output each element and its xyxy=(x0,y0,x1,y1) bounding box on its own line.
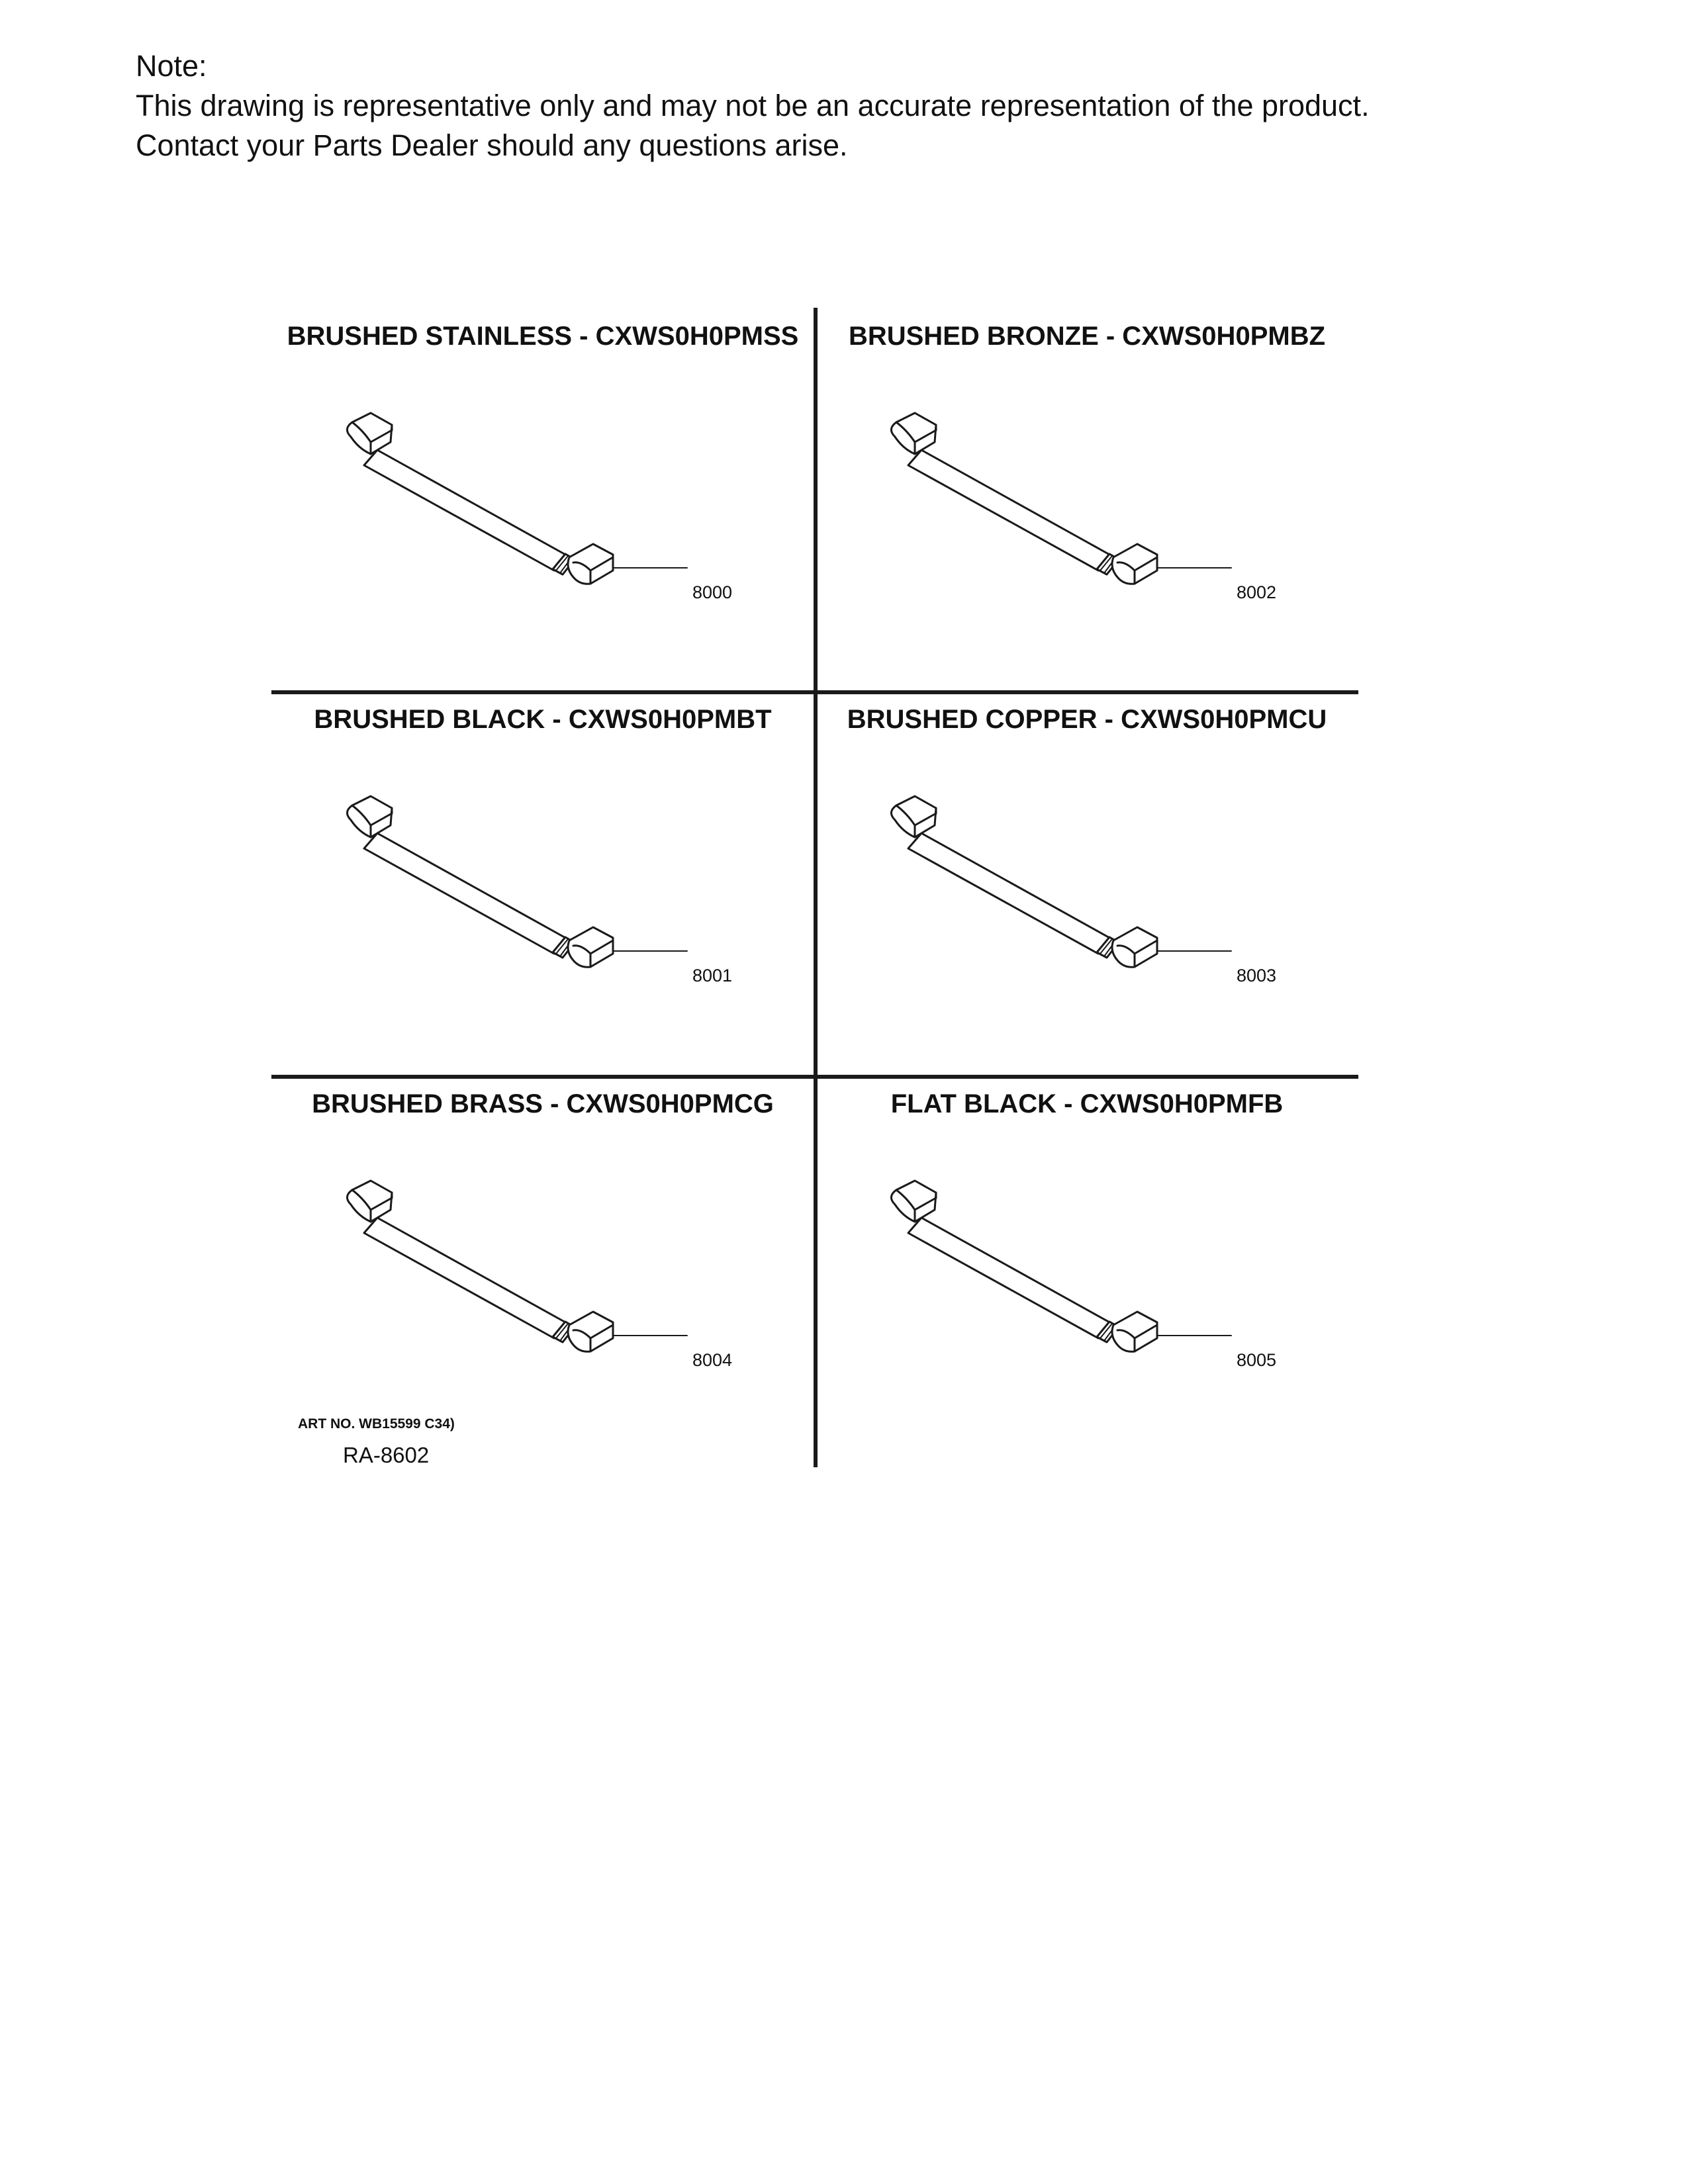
panel-title: BRUSHED BRASS - CXWS0H0PMCG xyxy=(312,1089,774,1118)
panel-brushed-bronze xyxy=(816,311,1358,695)
note-line-2: Contact your Parts Dealer should any questions arise. xyxy=(136,128,848,162)
panel-brushed-brass xyxy=(271,1079,814,1463)
handle-drawing xyxy=(816,1079,1358,1463)
part-number-label: 8005 xyxy=(1237,1350,1277,1370)
panel-brushed-stainless xyxy=(271,311,814,695)
panel-title: BRUSHED BLACK - CXWS0H0PMBT xyxy=(314,705,772,734)
note-line-1: This drawing is representative only and may not be an accurate representation of the product. xyxy=(136,89,1370,122)
handle-drawing xyxy=(816,694,1358,1078)
note-heading: Note: xyxy=(136,49,207,83)
panel-flat-black xyxy=(816,1079,1358,1463)
panel-brushed-copper xyxy=(816,694,1358,1078)
reference-code: RA-8602 xyxy=(343,1443,430,1467)
handle-drawing xyxy=(271,1079,814,1463)
panel-brushed-black xyxy=(271,694,814,1078)
part-number-label: 8003 xyxy=(1237,966,1277,985)
handle-drawing xyxy=(271,311,814,695)
part-number-label: 8001 xyxy=(692,966,733,985)
panel-title: BRUSHED COPPER - CXWS0H0PMCU xyxy=(847,705,1327,734)
handle-drawing xyxy=(271,694,814,1078)
handle-drawing xyxy=(816,311,1358,695)
note-block xyxy=(136,46,1370,165)
part-number-label: 8000 xyxy=(692,582,733,602)
art-number: ART NO. WB15599 C34) xyxy=(298,1416,455,1432)
panel-title: BRUSHED BRONZE - CXWS0H0PMBZ xyxy=(848,322,1326,351)
part-number-label: 8004 xyxy=(692,1350,733,1370)
part-number-label: 8002 xyxy=(1237,582,1277,602)
panel-title: BRUSHED STAINLESS - CXWS0H0PMSS xyxy=(287,322,799,351)
panel-title: FLAT BLACK - CXWS0H0PMFB xyxy=(890,1089,1284,1118)
